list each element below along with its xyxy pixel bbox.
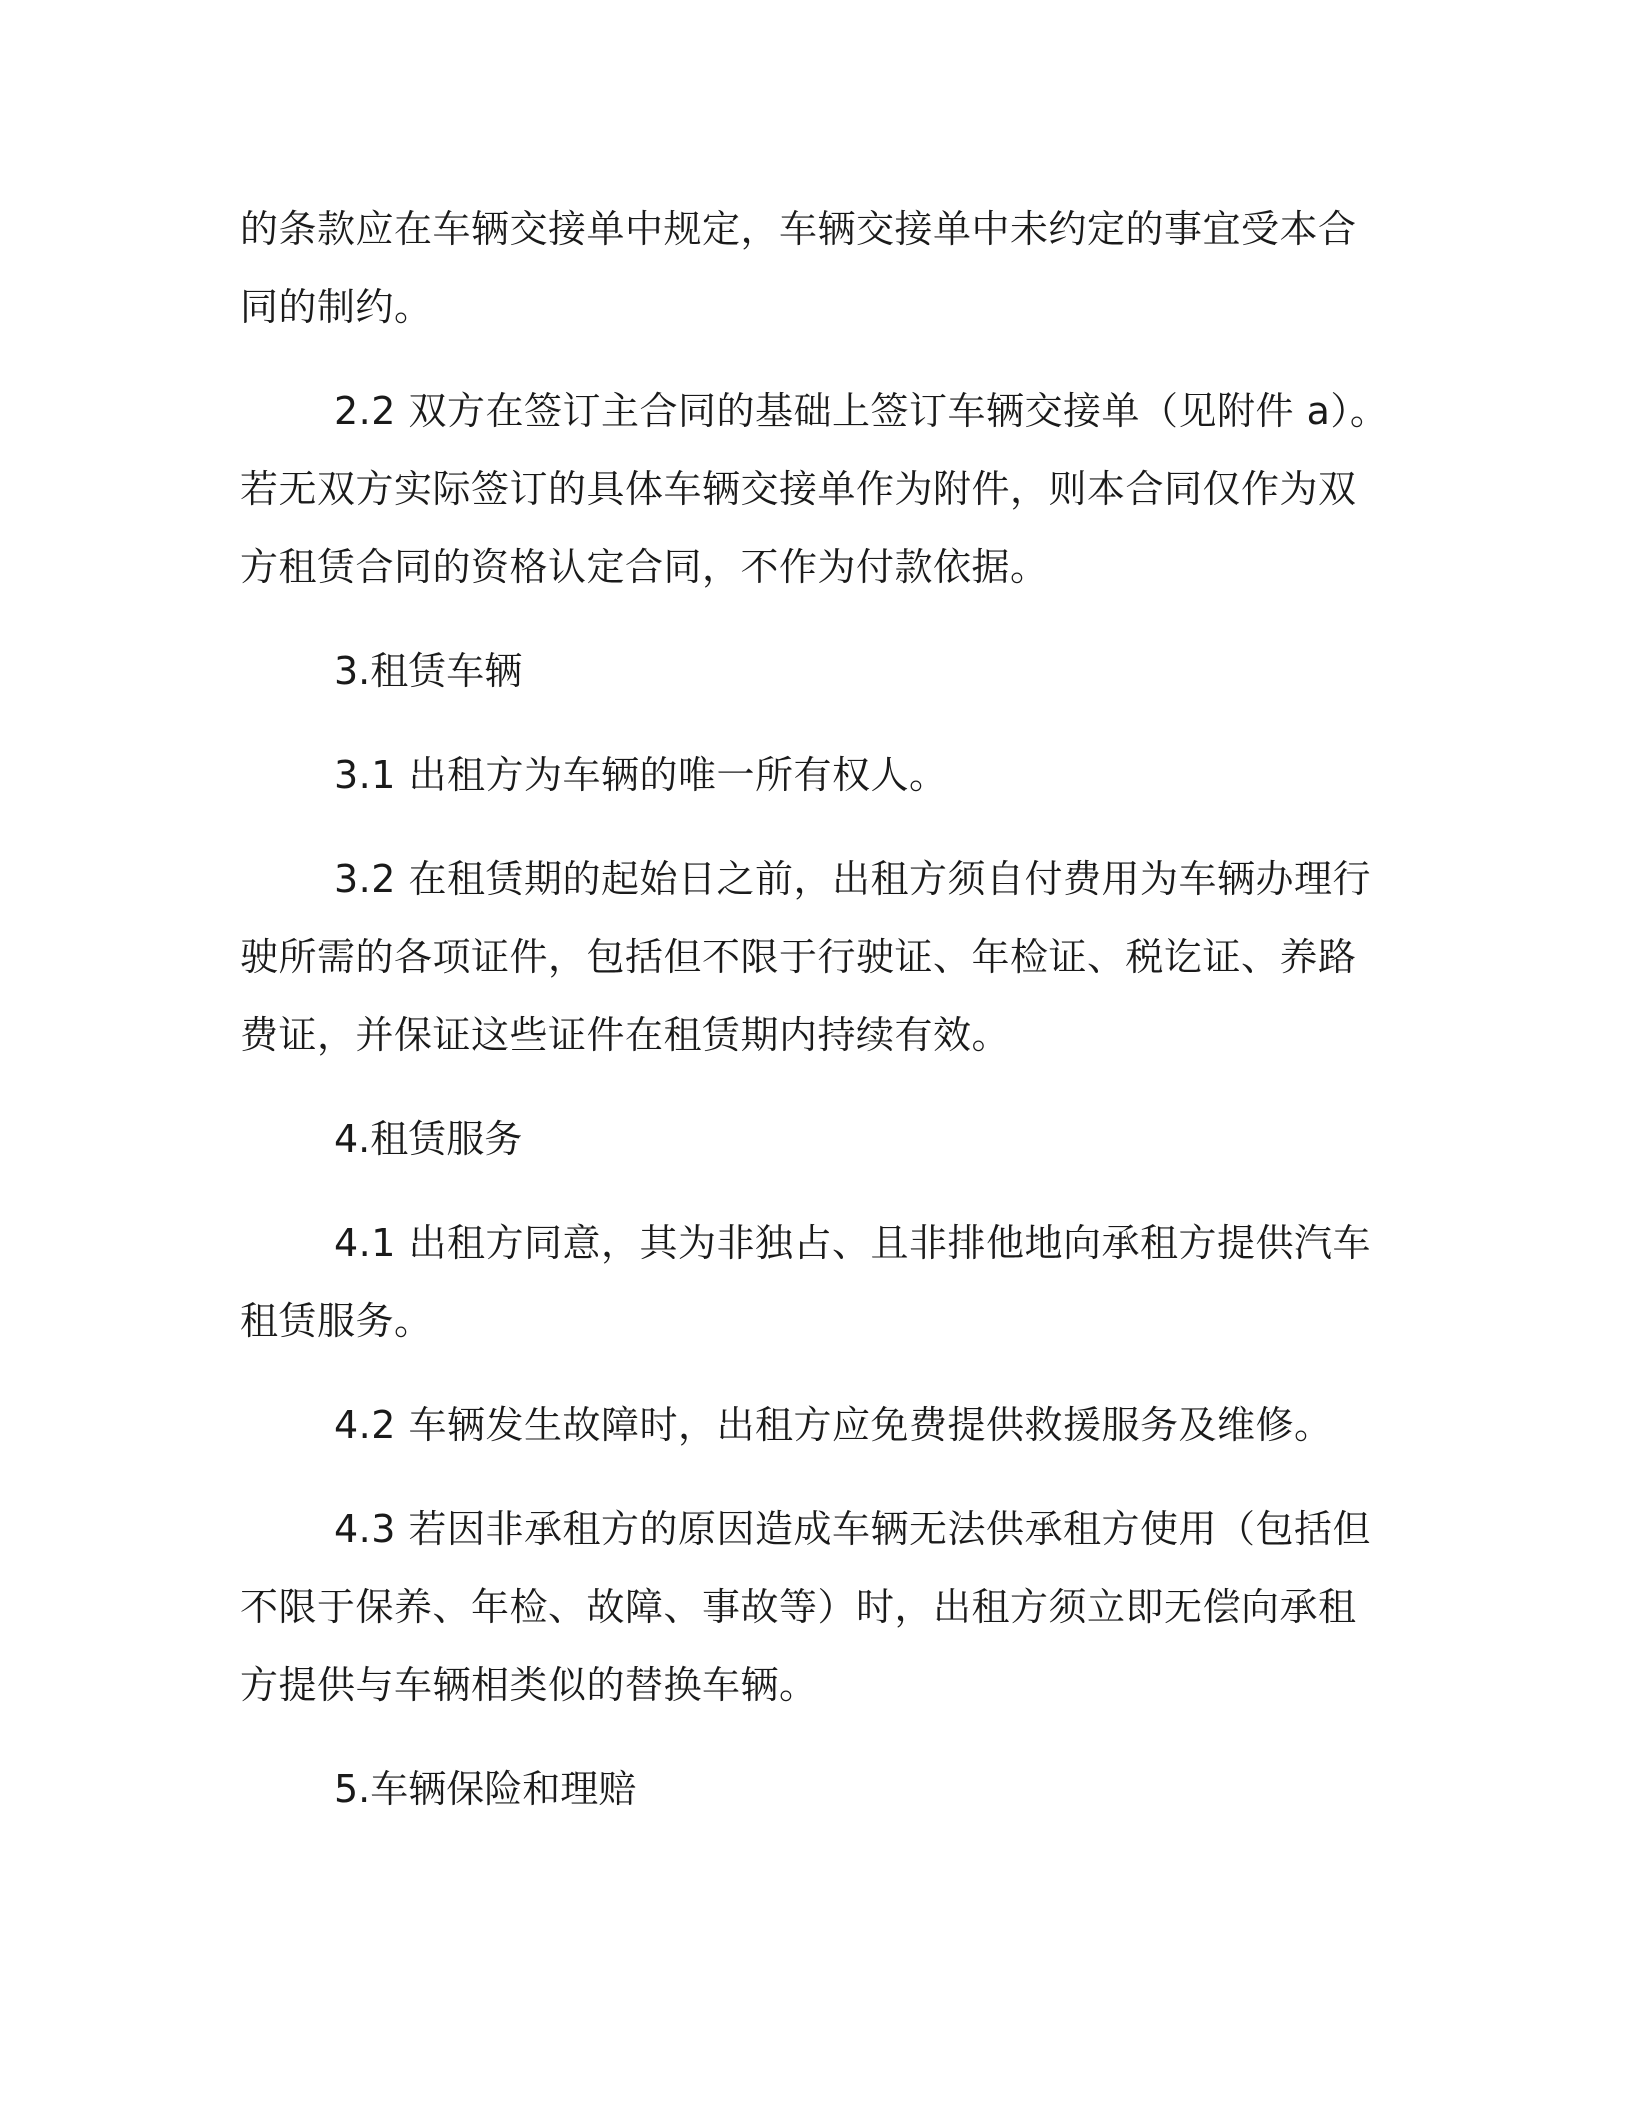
clause-3-1: 3.1 出租方为车辆的唯一所有权人。 <box>334 753 948 797</box>
clause-4-3: 4.3 若因非承租方的原因造成车辆无法供承租方使用（包括但不限于保养、年检、故障、事故等）时，出租方须立即无偿向承租方提供与车辆相类似的替换车辆。 <box>240 1507 1372 1707</box>
clause-4-2: 4.2 车辆发生故障时，出租方应免费提供救援服务及维修。 <box>334 1403 1333 1447</box>
paragraph-continuation: 的条款应在车辆交接单中规定，车辆交接单中未约定的事宜受本合同的制约。 <box>240 207 1357 329</box>
section-heading-4: 4.租赁服务 <box>334 1117 523 1161</box>
section-heading-3: 3.租赁车辆 <box>334 649 523 693</box>
clause-4-1: 4.1 出租方同意，其为非独占、且非排他地向承租方提供汽车租赁服务。 <box>240 1221 1372 1343</box>
contract-body <box>240 190 1390 1854</box>
clause-2-2: 2.2 双方在签订主合同的基础上签订车辆交接单（见附件 a）。若无双方实际签订的具体车辆交接单作为附件，则本合同仅作为双方租赁合同的资格认定合同，不作为付款依据。 <box>240 389 1389 589</box>
section-heading-5: 5.车辆保险和理赔 <box>334 1767 637 1811</box>
clause-3-2: 3.2 在租赁期的起始日之前，出租方须自付费用为车辆办理行驶所需的各项证件，包括但不限于行驶证、年检证、税讫证、养路费证，并保证这些证件在租赁期内持续有效。 <box>240 857 1372 1057</box>
